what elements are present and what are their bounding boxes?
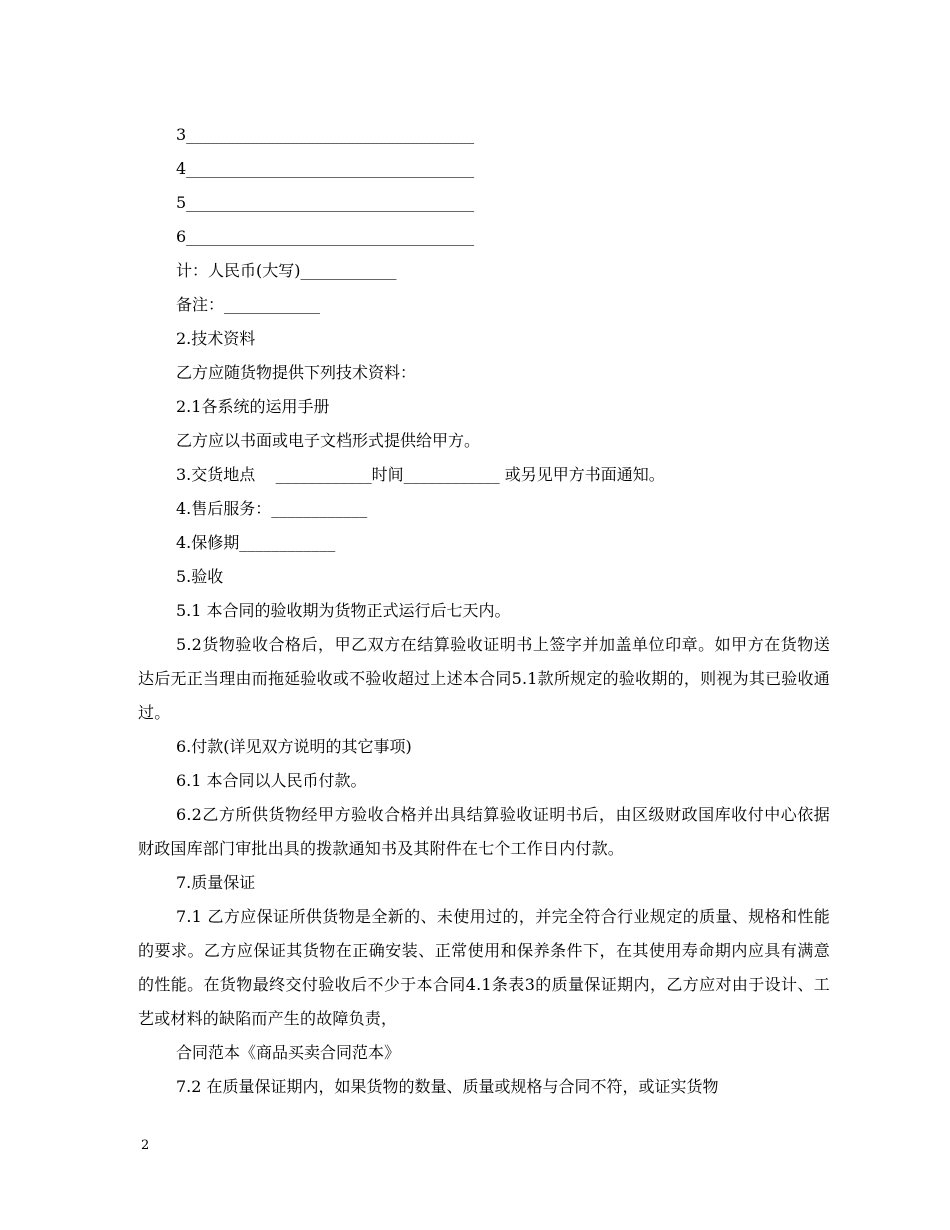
quality-heading: 7.质量保证 [176,873,256,892]
page-number: 2 [141,1138,150,1153]
after-sales-line: 4.售后服务：____________ [176,499,368,518]
tech-intro: 乙方应随货物提供下列技术资料： [176,363,417,382]
item-line-6: 6____________________________________ [176,227,475,246]
acceptance-heading: 5.验收 [176,567,224,586]
template-note: 合同范本《商品买卖合同范本》 [176,1043,401,1062]
payment-heading: 6.付款(详见双方说明的其它事项) [176,737,412,756]
item-line-4: 4____________________________________ [176,159,475,178]
acceptance-clause-5-2: 5.2货物验收合格后，甲乙双方在结算验收证明书上签字并加盖单位印章。如甲方在货物送达后无正当理由而拖延验收或不验收超过上述本合同5.1款所规定的验收期的，则视为其已验收通过。 [138,635,830,722]
warranty-line: 4.保修期____________ [176,533,336,552]
quality-clause-7-2: 7.2 在质量保证期内，如果货物的数量、质量或规格与合同不符，或证实货物 [176,1077,719,1096]
remarks-line: 备注：____________ [176,295,321,314]
item-line-5: 5____________________________________ [176,193,475,212]
payment-clause-6-2: 6.2乙方所供货物经甲方验收合格并出具结算验收证明书后，由区级财政国库收付中心依据财政国库部门审批出具的拨款通知书及其附件在七个工作日内付款。 [138,805,830,858]
tech-provide: 乙方应以书面或电子文档形式提供给甲方。 [176,431,481,450]
total-amount-line: 计：人民币(大写)____________ [176,261,397,280]
quality-clause-7-1: 7.1 乙方应保证所供货物是全新的、未使用过的，并完全符合行业规定的质量、规格和性能的要求。乙方应保证其货物在正确安装、正常使用和保养条件下，在其使用寿命期内应具有满意的性能。在货物最终交付验收后不少于本合同4.1条表3的质量保证期内，乙方应对由于设计、工艺或材料的缺陷而产生的故障负责， [138,907,830,1028]
tech-heading: 2.技术资料 [176,329,256,348]
item-line-3: 3____________________________________ [176,125,475,144]
document-body [138,118,830,1104]
payment-clause-6-1: 6.1 本合同以人民币付款。 [176,771,367,790]
tech-clause-2-1: 2.1各系统的运用手册 [176,397,330,416]
acceptance-clause-5-1: 5.1 本合同的验收期为货物正式运行后七天内。 [176,601,511,620]
delivery-line: 3.交货地点 ____________时间____________ 或另见甲方书面通知。 [176,465,665,484]
